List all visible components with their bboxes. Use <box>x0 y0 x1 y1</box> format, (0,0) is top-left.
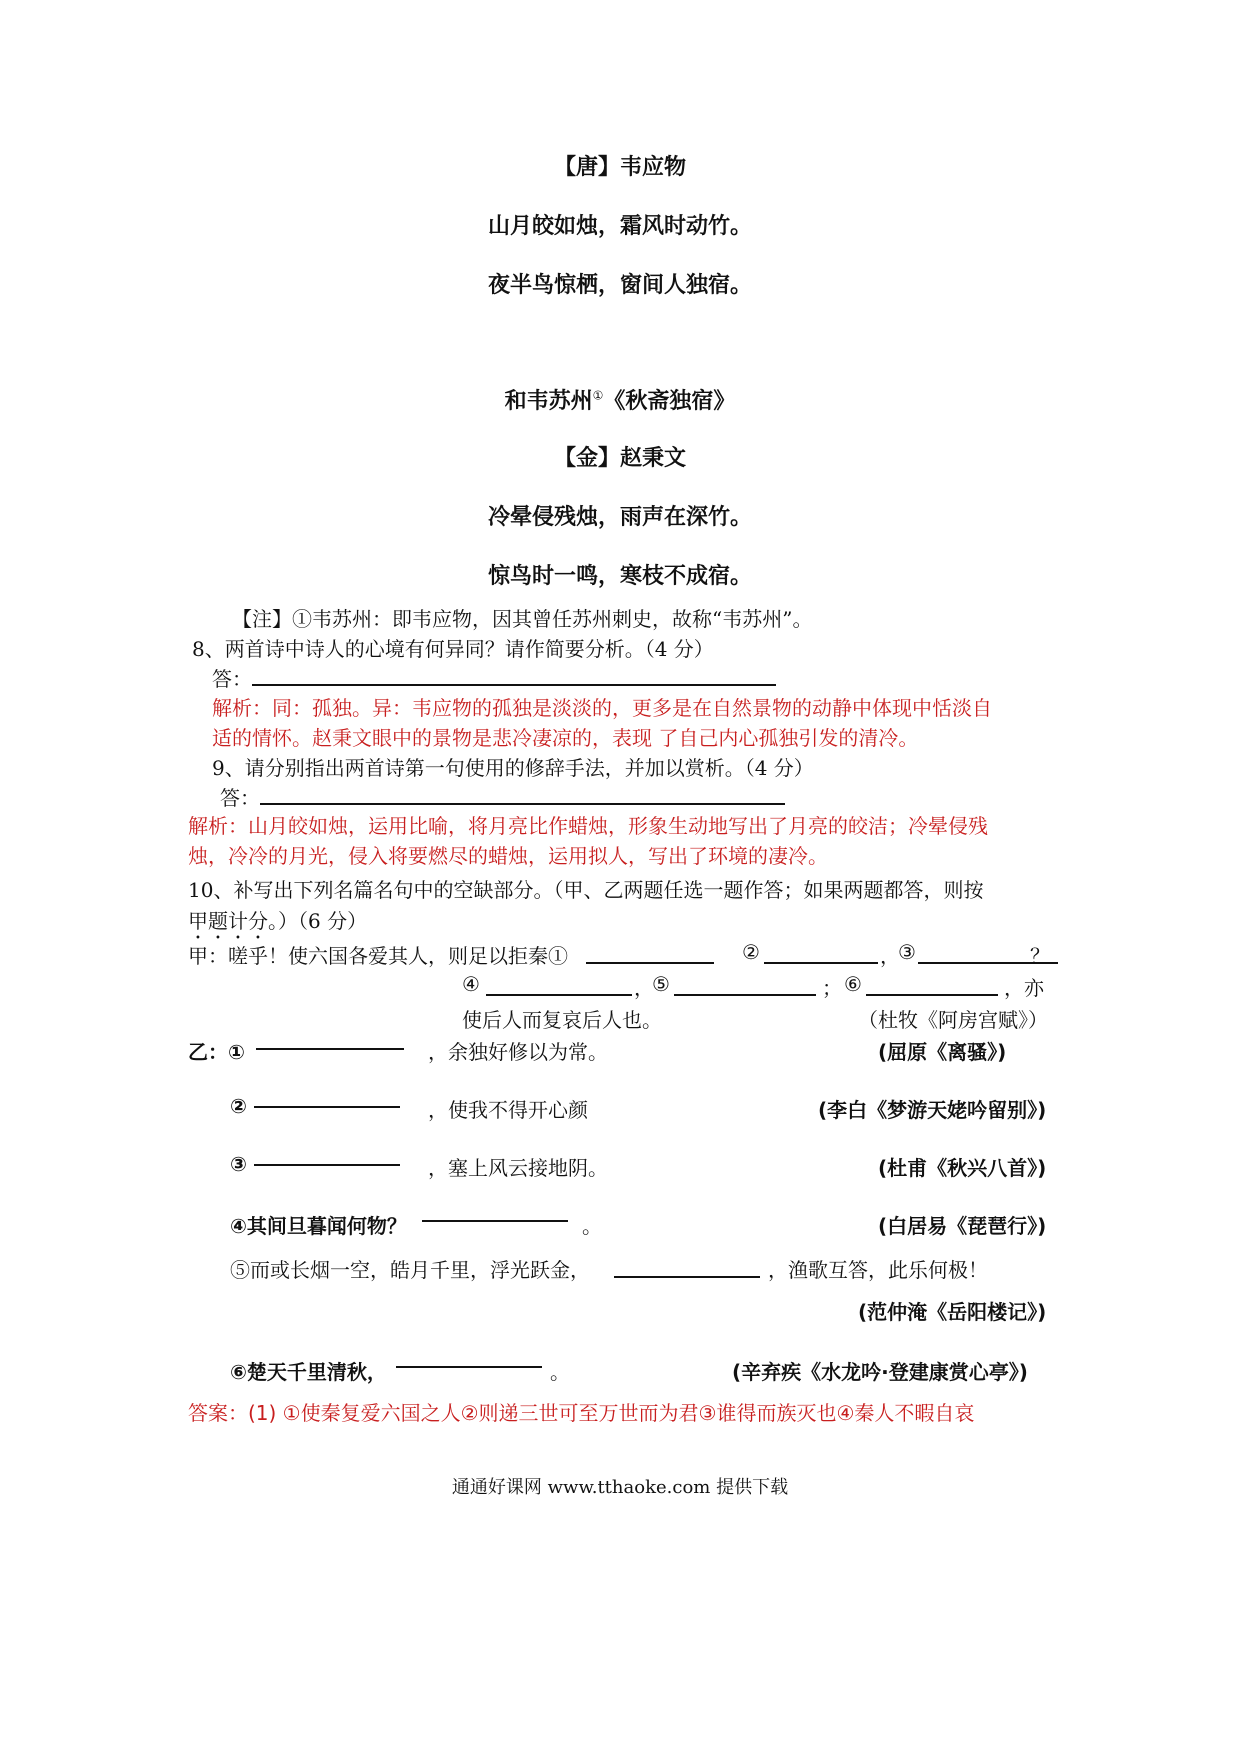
poem2-author: 【金】赵秉文 <box>553 446 686 471</box>
jia-blank-2[interactable] <box>764 962 878 964</box>
yi-2-text: ，使我不得开心颜 <box>428 1098 588 1122</box>
yi-5-source: (范仲淹《岳阳楼记》) <box>858 1300 1047 1324</box>
q9-analysis-line1: 解析：山月皎如烛，运用比喻，将月亮比作蜡烛，形象生动地写出了月亮的皎洁；冷晕侵残 <box>188 814 988 838</box>
yi-6-text: 。 <box>550 1360 570 1384</box>
jia-semicolon: ； <box>822 976 842 1000</box>
yi-5-mark: ⑤而或长烟一空，皓月千里，浮光跃金， <box>230 1258 590 1282</box>
jia-tail: ，亦 <box>1004 976 1044 1000</box>
jia-question-mark: ？ <box>1030 944 1050 968</box>
page-footer: 通通好课网 www.tthaoke.com 提供下载 <box>451 1477 789 1498</box>
jia-prefix: 甲：嗟乎！使六国各爱其人，则足以拒秦① <box>188 944 568 968</box>
jia-mark-5: ⑤ <box>652 972 670 996</box>
yi-5-text: ，渔歌互答，此乐何极！ <box>768 1258 988 1282</box>
yi-4-source: (白居易《琵琶行》) <box>878 1214 1047 1238</box>
jia-mark-4: ④ <box>462 972 480 996</box>
jia-blank-1[interactable] <box>586 962 714 964</box>
jia-comma-2: ， <box>634 976 654 1000</box>
yi-3-text: ，塞上风云接地阴。 <box>428 1156 608 1180</box>
q8-question: 8、两首诗中诗人的心境有何异同？请作简要分析。（4 分） <box>192 637 714 661</box>
jia-blank-5[interactable] <box>674 994 816 996</box>
jia-line3: 使后人而复哀后人也。 <box>462 1008 662 1032</box>
poem2-line2: 惊鸟时一鸣，寒枝不成宿。 <box>487 564 752 589</box>
poem2-title-b: 《秋斋独宿》 <box>603 389 736 414</box>
q8-analysis-line1: 解析：同：孤独。异：韦应物的孤独是淡淡的，更多是在自然景物的动静中体现中恬淡自 <box>212 696 992 720</box>
yi-1-text: ，余独好修以为常。 <box>428 1040 608 1064</box>
yi-1-source: (屈原《离骚》) <box>878 1040 1007 1064</box>
yi-5-blank[interactable] <box>614 1276 760 1278</box>
poem2-title-a: 和韦苏州 <box>504 389 593 414</box>
yi-3-source: (杜甫《秋兴八首》) <box>878 1156 1047 1180</box>
q10-emphasis: 甲题计分 <box>188 909 268 933</box>
yi-6-blank[interactable] <box>396 1366 542 1368</box>
jia-blank-6[interactable] <box>866 994 998 996</box>
q9-question: 9、请分别指出两首诗第一句使用的修辞手法，并加以赏析。（4 分） <box>212 756 814 780</box>
q10-instruction-line2 <box>188 905 367 944</box>
yi-4-text: 。 <box>582 1214 602 1238</box>
yi-6-mark: ⑥楚天千里清秋， <box>230 1360 387 1384</box>
jia-mark-3: ③ <box>898 940 916 964</box>
poem1-author: 【唐】韦应物 <box>553 155 686 180</box>
q9-answer-label: 答： <box>220 786 260 810</box>
poem2-line1: 冷晕侵残烛，雨声在深竹。 <box>487 505 752 530</box>
jia-blank-4[interactable] <box>486 994 632 996</box>
jia-source: （杜牧《阿房宫赋》） <box>858 1008 1048 1032</box>
yi-2-blank[interactable] <box>254 1106 400 1108</box>
poem2-title <box>0 384 1240 415</box>
yi-4-mark: ④其间旦暮闻何物？ <box>230 1214 407 1238</box>
yi-2-source: (李白《梦游天姥吟留别》) <box>818 1098 1047 1122</box>
poem2-title-note-mark: ① <box>592 388 604 403</box>
yi-2-mark: ② <box>230 1094 247 1118</box>
yi-1-mark: 乙：① <box>188 1040 245 1064</box>
jia-comma-1: ， <box>880 944 900 968</box>
yi-3-blank[interactable] <box>254 1164 400 1166</box>
poem1-line2: 夜半鸟惊栖，窗间人独宿。 <box>487 273 752 298</box>
q10-instruction-line1: 10、补写出下列名篇名句中的空缺部分。（甲、乙两题任选一题作答；如果两题都答，则按 <box>188 878 984 902</box>
yi-6-source: (辛弃疾《水龙吟·登建康赏心亭》) <box>732 1360 1028 1384</box>
q10-answer: 答案：(1) ①使秦复爱六国之人②则递三世可至万世而为君③谁得而族灭也④秦人不暇自哀 <box>188 1401 975 1425</box>
poem1-line1: 山月皎如烛，霜风时动竹。 <box>487 214 752 239</box>
yi-3-mark: ③ <box>230 1152 247 1176</box>
q10-points: 。）（6 分） <box>268 909 368 933</box>
jia-mark-2: ② <box>742 940 760 964</box>
jia-mark-6: ⑥ <box>844 972 862 996</box>
yi-4-blank[interactable] <box>422 1220 568 1222</box>
footnote: 【注】①韦苏州：即韦应物，因其曾任苏州刺史，故称“韦苏州”。 <box>232 607 813 631</box>
q8-answer-label: 答： <box>212 667 252 691</box>
q8-answer-line[interactable] <box>252 684 776 686</box>
yi-1-blank[interactable] <box>256 1048 404 1050</box>
q9-analysis-line2: 烛，冷冷的月光，侵入将要燃尽的蜡烛，运用拟人，写出了环境的凄冷。 <box>188 844 828 868</box>
q8-analysis-line2: 适的情怀。赵秉文眼中的景物是悲冷凄凉的，表现 了自己内心孤独引发的清冷。 <box>212 726 919 750</box>
q9-answer-line[interactable] <box>260 803 785 805</box>
